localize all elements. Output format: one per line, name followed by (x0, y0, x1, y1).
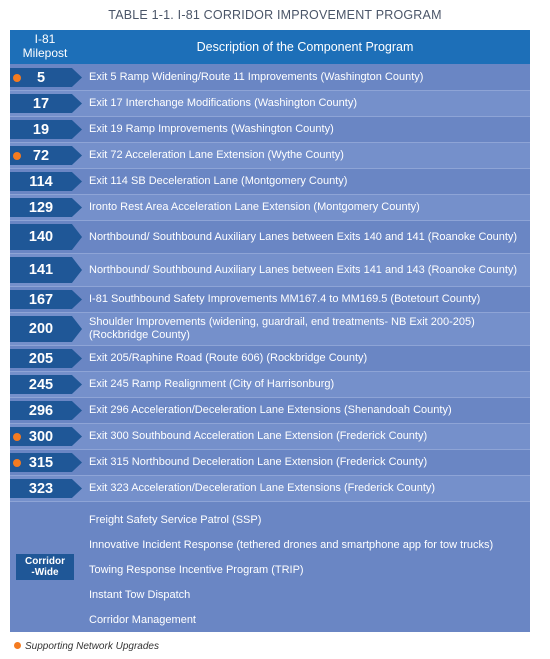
corridor-wide-item: Towing Response Incentive Program (TRIP) (89, 564, 304, 576)
corridor-wide-item: Instant Tow Dispatch (89, 589, 191, 601)
milepost-value: 245 (28, 376, 54, 393)
legend-text: Supporting Network Upgrades (25, 641, 159, 652)
supporting-upgrade-dot-icon (13, 152, 21, 160)
table-row (10, 450, 530, 476)
milepost-value: 140 (28, 229, 54, 245)
description-column-header: Description of the Component Program (196, 40, 414, 54)
milepost-value: 129 (28, 199, 54, 216)
supporting-upgrade-dot-icon (14, 642, 21, 649)
table-header (10, 30, 530, 64)
row-description: Shoulder Improvements (widening, guardrail, end treatments- NB Exit 200-205) (Rockbridge County) (89, 316, 475, 341)
table-row (10, 169, 530, 195)
milepost-value: 315 (28, 454, 54, 471)
table-row (10, 313, 530, 346)
corridor-wide-item: Freight Safety Service Patrol (SSP) (89, 514, 262, 526)
milepost-header-text: I-81 Milepost (22, 32, 68, 60)
row-description: Exit 245 Ramp Realignment (City of Harrisonburg) (89, 378, 335, 390)
row-description: Exit 72 Acceleration Lane Extension (Wythe County) (89, 149, 344, 161)
legend (14, 641, 159, 652)
row-description: Exit 114 SB Deceleration Lane (Montgomery County) (89, 175, 348, 187)
milepost-value: 72 (32, 147, 50, 164)
row-description: Northbound/ Southbound Auxiliary Lanes between Exits 140 and 141 (Roanoke County) (89, 230, 518, 243)
row-description: Exit 19 Ramp Improvements (Washington County) (89, 123, 334, 135)
row-description: Exit 296 Acceleration/Deceleration Lane Extensions (Shenandoah County) (89, 404, 452, 416)
table-row (10, 346, 530, 372)
row-description: Exit 17 Interchange Modifications (Washington County) (89, 97, 358, 109)
table-row (10, 287, 530, 313)
table-row (10, 143, 530, 169)
row-description: Exit 315 Northbound Deceleration Lane Extension (Frederick County) (89, 456, 428, 468)
milepost-value: 141 (28, 262, 54, 278)
row-description: Exit 205/Raphine Road (Route 606) (Rockbridge County) (89, 352, 368, 364)
row-description: Northbound/ Southbound Auxiliary Lanes between Exits 141 and 143 (Roanoke County) (89, 263, 518, 276)
corridor-wide-item: Innovative Incident Response (tethered drones and smartphone app for tow trucks) (89, 539, 494, 551)
corridor-wide-label: Corridor -Wide (16, 554, 74, 580)
table-row (10, 476, 530, 502)
supporting-upgrade-dot-icon (13, 459, 21, 467)
supporting-upgrade-dot-icon (13, 74, 21, 82)
milepost-value: 200 (28, 321, 54, 337)
milepost-value: 323 (28, 480, 54, 497)
milepost-column-header (10, 32, 80, 60)
milepost-value: 5 (36, 69, 46, 86)
milepost-value: 167 (28, 291, 54, 308)
supporting-upgrade-dot-icon (13, 433, 21, 441)
milepost-value: 114 (29, 173, 53, 190)
row-description: Exit 5 Ramp Widening/Route 11 Improvements (Washington County) (89, 71, 424, 83)
milepost-value: 17 (32, 95, 50, 112)
milepost-value: 296 (28, 402, 54, 419)
improvement-table (10, 30, 530, 632)
table-row (10, 195, 530, 221)
table-row (10, 424, 530, 450)
table-row (10, 221, 530, 254)
table-row (10, 372, 530, 398)
corridor-wide-item: Corridor Management (89, 614, 196, 626)
table-row (10, 254, 530, 287)
row-description: I-81 Southbound Safety Improvements MM167.4 to MM169.5 (Botetourt County) (89, 293, 481, 305)
row-description: Exit 300 Southbound Acceleration Lane Extension (Frederick County) (89, 430, 428, 442)
table-title: TABLE 1-1. I-81 CORRIDOR IMPROVEMENT PROGRAM (108, 8, 442, 22)
table-row (10, 398, 530, 424)
row-description: Exit 323 Acceleration/Deceleration Lane Extensions (Frederick County) (89, 482, 436, 494)
table-row (10, 91, 530, 117)
milepost-value: 19 (32, 121, 50, 138)
row-description: Ironto Rest Area Acceleration Lane Extension (Montgomery County) (89, 201, 420, 213)
milepost-value: 300 (28, 428, 54, 445)
table-row (10, 117, 530, 143)
milepost-value: 205 (28, 350, 54, 367)
table-row (10, 65, 530, 91)
